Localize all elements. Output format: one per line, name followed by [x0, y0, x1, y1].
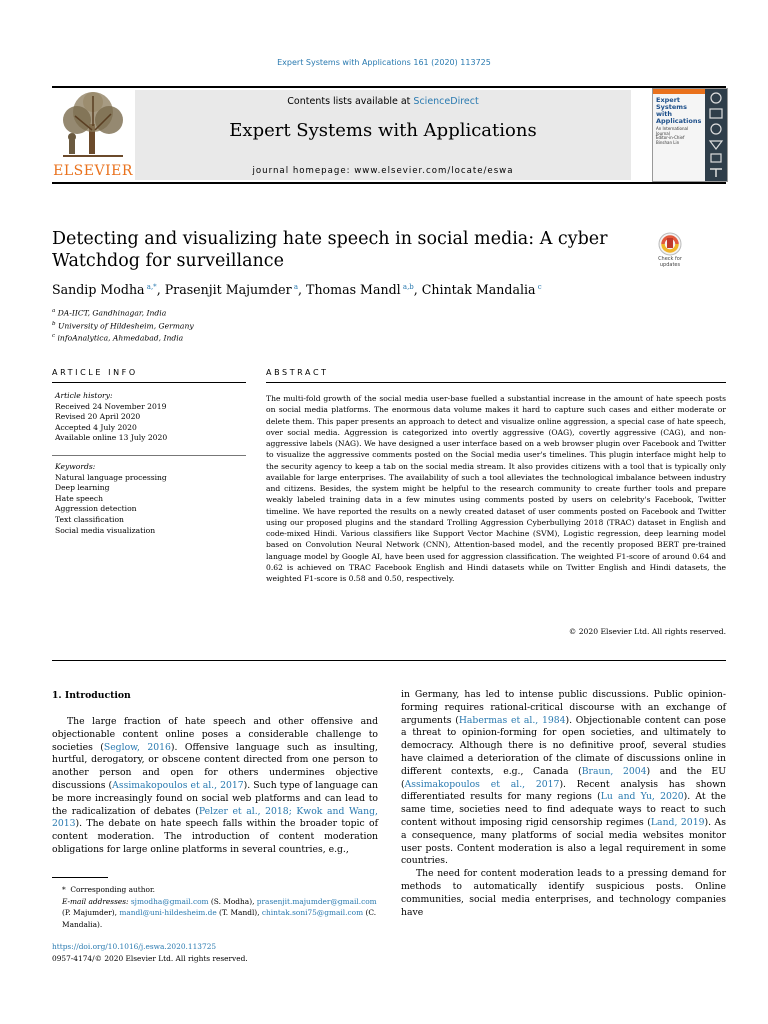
email-owner: (P. Majumder),: [62, 908, 120, 918]
affiliation-text: DA-IICT, Gandhinagar, India: [55, 308, 167, 318]
article-info-heading: ARTICLE INFO: [52, 368, 138, 377]
affiliation-text: University of Hildesheim, Germany: [55, 321, 194, 331]
author-affiliation-mark[interactable]: a,*: [144, 282, 157, 291]
paper-title: Detecting and visualizing hate speech in social media: A cyber Watchdog for surveillance: [52, 229, 608, 271]
email-addresses: [52, 896, 382, 931]
author-name[interactable]: Thomas Mandl: [306, 282, 401, 297]
affiliation-text: infoAnalytica, Ahmedabad, India: [55, 333, 184, 343]
intro-paragraph-2: [401, 689, 726, 868]
body-text: ). At the same time, societies need to find adequate ways to react to such content without imposing rigid censorship regimes (: [401, 791, 726, 828]
citation-link[interactable]: Assimakopoulos et al., 2017: [112, 779, 244, 791]
footnote-rule: [52, 877, 108, 878]
contents-line: Contents lists available at ScienceDirect: [287, 96, 479, 107]
intro-left-column: [52, 716, 378, 857]
keywords: [55, 462, 245, 536]
section-heading-introduction: 1. Introduction: [52, 690, 131, 701]
homepage-url-link[interactable]: www.elsevier.com/locate/eswa: [354, 166, 514, 176]
email-label: E-mail addresses:: [62, 896, 131, 906]
abstract-text: The multi-fold growth of the social media user-base fuelled a substantial increase in the amount of hate speech posts on social media platforms. The enormous data volume makes it hard to capture such cases and either moderate or delete them. This paper presents an approach to detect and visualize online aggression, a special case of hate speech, over social media. Aggression is categorized into overtly aggressive (OAG), covertly aggressive (CAG), and non-aggressive labels (NAG). We have designed a user interface based on a web browser plugin over Facebook and Twitter to visualize the aggressive comments posted on the Social media user's timelines. This plugin interface might help to the security agency to keep a tab on the social media stream. It also provides citizens with a tool that is typically only available for large enterprises. The availability of such a tool alleviates the technological imbalance between industry and citizens. Besides, the system might be helpful to the research community to create further tools and prepare weakly labeled training data in a few minutes using comments posted by users on celebrity's Facebook, Twitter timeline. We have reported the results on a newly created dataset of user comments posted on Facebook and Twitter using our proposed plugins and the standard Trolling Aggression Cyberbullying 2018 (TRAC) dataset in English and code-mixed Hindi. Various classifiers like Support Vector Machine (SVM), Logistic regression, deep learning model based on Convolution Neural Network (CNN), Attention-based model, and the recently proposed BERT pre-trained language model by Google AI, have been used for aggression classification. The weighted F1-score of around 0.64 and 0.62 is achieved on TRAC Facebook English and Hindi datasets while on Twitter English and Hindi datasets, the weighted F1-score is 0.58 and 0.50, respectively.: [266, 394, 726, 583]
keywords-heading: Keywords:: [55, 462, 96, 471]
keyword: Natural language processing: [55, 472, 167, 482]
affiliation-mark: a: [52, 308, 56, 314]
keyword: Text classification: [55, 514, 124, 524]
sciencedirect-link[interactable]: ScienceDirect: [413, 96, 479, 107]
email-link[interactable]: chintak.soni75@gmail.com: [261, 908, 364, 918]
author-list: Sandip Modha $^{a,*}$, Prasenjit Majumder $^a$, Thomas Mandl $^{a,b}$, Chintak Mandalia $^c$: [52, 282, 542, 297]
journal-title: Expert Systems with Applications: [229, 120, 537, 141]
body-text: The large fraction of hate speech and other offensive and objectionable content online poses a considerable challenge to societies (: [52, 716, 378, 753]
doi-link[interactable]: https://doi.org/10.1016/j.eswa.2020.113725: [52, 942, 217, 951]
footnote: [52, 884, 382, 931]
body-text: ). Offensive language such as insulting, hurtful, derogatory, or obscene content directed from one person to another person and open for others undermines objective discussions (: [52, 741, 378, 791]
author-affiliation-mark[interactable]: a: [291, 282, 299, 291]
history-date: Revised 20 April 2020: [55, 412, 141, 422]
cover-band: [653, 89, 705, 94]
page-footer: [52, 941, 382, 964]
email-owner: (S. Modha),: [208, 896, 257, 906]
email-link[interactable]: mandl@uni-hildesheim.de: [119, 908, 217, 918]
citation-link[interactable]: Seglow, 2016: [103, 741, 171, 753]
header-rule-top: [52, 86, 726, 88]
history-date: Received 24 November 2019: [55, 401, 167, 411]
keyword: Hate speech: [55, 493, 103, 503]
cover-title: Expert Systems with Applications: [656, 96, 702, 125]
article-history-heading: Article history:: [55, 391, 113, 400]
email-link[interactable]: sjmodha@gmail.com: [130, 896, 209, 906]
article-info-separator: [52, 455, 246, 456]
check-for-updates-label: Check for updates: [658, 256, 682, 268]
article-history: [55, 391, 245, 444]
body-text: ). The debate on hate speech falls within the broader topic of content moderation. The introduction of content moderation obligations for large online platforms in several countries, e.g.,: [52, 818, 378, 855]
email-link[interactable]: prasenjit.majumder@gmail.com: [256, 896, 377, 906]
email-owner: (T. Mandl),: [216, 908, 262, 918]
author-affiliation-mark[interactable]: c: [535, 282, 542, 291]
abstract-heading: ABSTRACT: [266, 368, 329, 377]
history-date: Accepted 4 July 2020: [55, 422, 137, 432]
journal-homepage: journal homepage: www.elsevier.com/locate/eswa: [252, 166, 514, 176]
body-text: in Germany, has led to intense public discussions. Public opinion-forming requires rational-critical discourse with an exchange of arguments (: [401, 689, 726, 726]
body-text: ) and the EU (: [401, 765, 726, 790]
citation-link[interactable]: Land, 2019: [650, 816, 705, 828]
author-name[interactable]: Prasenjit Majumder: [164, 282, 292, 297]
history-date: Available online 13 July 2020: [55, 433, 168, 443]
affiliation-line: [52, 331, 452, 344]
body-text: ). Such type of language can be more increasingly found on social web platforms and can lead to the radicalization of debates (: [52, 779, 378, 817]
header-rule-bottom: [52, 182, 726, 184]
body-text: ). As a consequence, many platforms of social media websites monitor user posts. Content moderation is also a legal requirement in some countries.: [401, 816, 726, 867]
email-owner: (C. Mandalia).: [62, 908, 377, 930]
intro-paragraph-1: [52, 716, 378, 857]
intro-paragraph-3: The need for content moderation leads to a pressing demand for methods to automatically identify suspicious posts. Online communities, social media enterprises, and technology companies have: [401, 868, 726, 918]
citation-link[interactable]: Assimakopoulos et al., 2017: [404, 778, 560, 790]
affiliation-mark: b: [52, 320, 56, 327]
author-name[interactable]: Sandip Modha: [52, 282, 145, 297]
corresponding-author-note: * Corresponding author.: [62, 885, 156, 894]
intro-right-column: [401, 689, 726, 919]
journal-reference-link[interactable]: Expert Systems with Applications 161 (2020) 113725: [277, 58, 491, 67]
keyword: Social media visualization: [55, 525, 156, 535]
body-text: ). Recent analysis has shown differentiated results for many regions (: [401, 778, 726, 803]
abstract-bottom-rule: [52, 660, 726, 661]
cover-subtitle: An International Journal Editor-in-Chief Binshan Lin: [656, 126, 689, 145]
abstract-copyright: © 2020 Elsevier Ltd. All rights reserved.: [568, 627, 726, 636]
body-text: ). Objectionable content can pose a threat to opinion-forming for open societies, and ultimately to democracy. Although there is no definitive proof, several studies have claimed a deterioration of the climate of discussions online in different contexts, e.g., Canada (: [401, 714, 727, 777]
journal-cover-thumbnail[interactable]: [652, 88, 728, 182]
affiliation-line: [52, 306, 452, 319]
article-info-rule: [52, 382, 246, 383]
issn-copyright: 0957-4174/© 2020 Elsevier Ltd. All rights reserved.: [52, 953, 248, 963]
author-affiliation-mark[interactable]: a,b: [400, 282, 414, 291]
citation-link[interactable]: Braun, 2004: [581, 765, 647, 777]
citation-link[interactable]: Lu and Yu, 2020: [600, 791, 684, 803]
check-for-updates-badge[interactable]: [653, 230, 687, 270]
affiliation-mark: c: [52, 333, 56, 340]
citation-link[interactable]: Pelzer et al., 2018; Kwok and Wang, 2013: [52, 805, 378, 830]
affiliation-line: [52, 319, 452, 332]
cover-icon-strip: [705, 89, 727, 181]
affiliations: [52, 306, 452, 344]
keyword: Deep learning: [55, 483, 110, 493]
abstract-rule: [266, 382, 726, 383]
keyword: Aggression detection: [55, 504, 137, 514]
elsevier-wordmark: ELSEVIER: [53, 163, 133, 179]
author-name[interactable]: Chintak Mandalia: [421, 282, 536, 297]
citation-link[interactable]: Habermas et al., 1984: [458, 714, 566, 726]
